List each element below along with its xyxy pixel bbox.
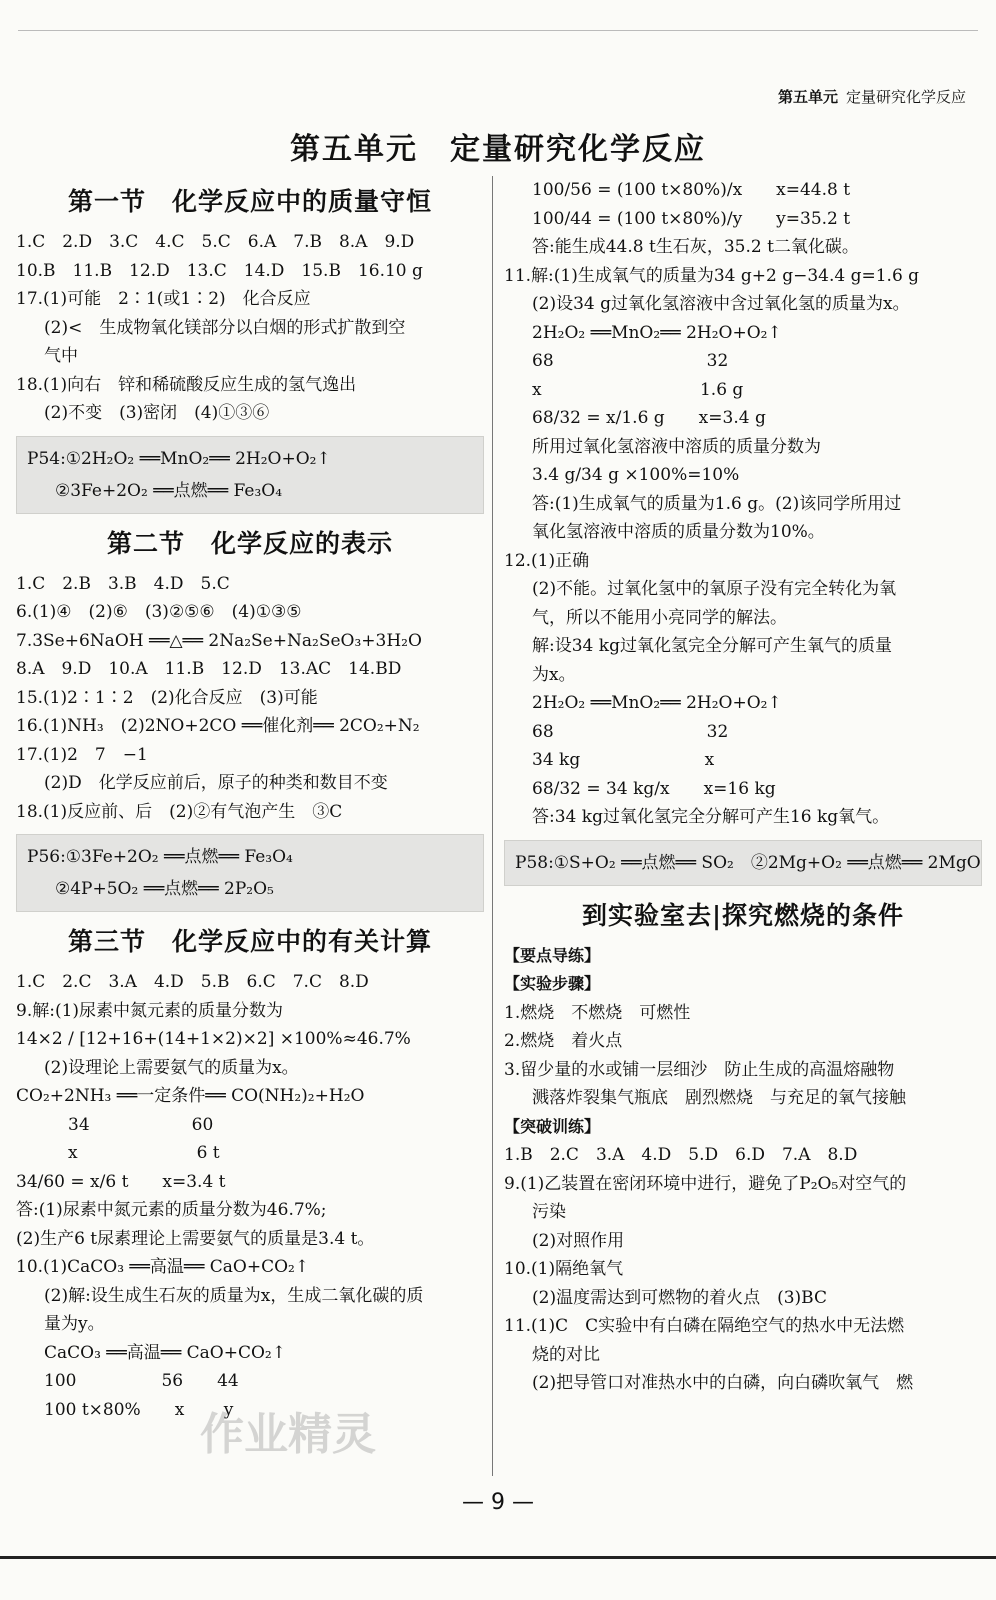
answer-line: 15.(1)2∶1∶2 (2)化合反应 (3)可能 [16,687,318,708]
answer-line: 8.A 9.D 10.A 11.B 12.D 13.AC 14.BD [16,659,402,679]
supplement-line: P54:①2H₂O₂ ══MnO₂══ 2H₂O+O₂↑ [27,448,331,469]
answer-line: 1.C 2.B 3.B 4.D 5.C [16,573,230,594]
answer-line: 68 32 [532,721,729,742]
answer-line: 16.(1)NH₃ (2)2NO+2CO ══催化剂══ 2CO₂+N₂ [16,716,420,736]
answer-line: 溅落炸裂集气瓶底 剧烈燃烧 与充足的氧气接触 [532,1088,906,1108]
answer-line: 答:能生成44.8 t生石灰，35.2 t二氧化碳。 [532,237,859,257]
section-title: 第一节 化学反应中的质量守恒 [67,187,432,216]
supplement-line: P58:①S+O₂ ══点燃══ SO₂ ②2Mg+O₂ ══点燃══ 2MgO [515,852,981,873]
answer-line: 100 t×80% x y [44,1399,234,1420]
answer-line: 1.C 2.C 3.A 4.D 5.B 6.C 7.C 8.D [16,972,369,992]
supplement-box [16,436,484,514]
answer-line: 3.4 g/34 g ×100%=10% [532,465,740,485]
answer-line: 9.(1)乙装置在密闭环境中进行，避免了P₂O₅对空气的 [504,1173,907,1194]
supplement-box [504,840,982,886]
answer-line: (2)解:设生成生石灰的质量为x，生成二氧化碳的质 [44,1285,424,1306]
answer-line: 1.C 2.D 3.C 4.C 5.C 6.A 7.B 8.A 9.D [16,232,415,252]
right-column [504,176,982,1398]
supplement-line: ②3Fe+2O₂ ══点燃══ Fe₃O₄ [55,480,283,501]
answer-line: 答:(1)生成氧气的质量为1.6 g。(2)该同学所用过 [532,493,902,514]
answer-line: CaCO₃ ══高温══ CaO+CO₂↑ [44,1342,286,1363]
answer-line: (2)生产6 t尿素理论上需要氨气的质量是3.4 t。 [16,1228,375,1249]
answer-line: (2)温度需达到可燃物的着火点 (3)BC [532,1287,827,1308]
left-column [16,176,484,1424]
answer-line: 17.(1)2 7 −1 [16,744,148,765]
running-head-topic: 定量研究化学反应 [845,88,966,106]
answer-line: 答:(1)尿素中氮元素的质量分数为46.7%; [16,1200,327,1220]
answer-line: 12.(1)正确 [504,550,590,571]
answer-line: 所用过氧化氢溶液中溶质的质量分数为 [532,436,821,457]
section-title: 第二节 化学反应的表示 [106,528,393,558]
answer-line: 污染 [532,1202,566,1222]
column-divider [492,176,493,1476]
answer-line: (2)设理论上需要氨气的质量为x。 [44,1057,299,1078]
answer-line: 1.燃烧 不燃烧 可燃性 [504,1002,691,1023]
answer-line: 11.解:(1)生成氧气的质量为34 g+2 g−34.4 g=1.6 g [504,265,920,286]
subsection-label: 【实验步骤】 [504,974,601,993]
section-title: 到实验室去|探究燃烧的条件 [581,900,905,930]
answer-line: 100/56 = (100 t×80%)/x x=44.8 t [532,180,851,200]
answer-line: 34 60 [68,1114,214,1135]
running-head [778,86,966,107]
answer-line: x 1.6 g [532,379,744,400]
unit-title: 第五单元 定量研究化学反应 [290,132,706,167]
answer-line: 17.(1)可能 2∶1(或1∶2) 化合反应 [16,289,311,309]
answer-line: 100/44 = (100 t×80%)/y y=35.2 t [532,208,851,229]
answer-line: 2.燃烧 着火点 [504,1031,623,1051]
supplement-box [16,834,484,912]
answer-line: 3.留少量的水或铺一层细沙 防止生成的高温熔融物 [504,1059,895,1080]
answer-line: (2)不能。过氧化氢中的氧原子没有完全转化为氧 [532,579,897,599]
answer-line: (2)D 化学反应前后，原子的种类和数目不变 [44,773,388,793]
answer-line: 34 kg x [532,750,715,770]
answer-line: 量为y。 [44,1314,105,1334]
answer-line: 1.B 2.C 3.A 4.D 5.D 6.D 7.A 8.D [504,1145,858,1165]
answer-line: 10.(1)隔绝氧气 [504,1259,624,1279]
answer-line: (2)< 生成物氧化镁部分以白烟的形式扩散到空 [44,317,406,338]
answer-line: 11.(1)C C实验中有白磷在隔绝空气的热水中无法燃 [504,1316,905,1336]
top-rule [18,30,978,31]
answer-line: 18.(1)反应前、后 (2)②有气泡产生 ③C [16,801,343,822]
answer-line: 解:设34 kg过氧化氢完全分解可产生氧气的质量 [532,636,892,656]
running-head-unit: 第五单元 [777,88,838,106]
answer-line: 68/32 = x/1.6 g x=3.4 g [532,408,766,428]
answer-line: 烧的对比 [532,1344,600,1365]
answer-line: 气，所以不能用小亮同学的解法。 [532,607,787,628]
answer-line: 2H₂O₂ ══MnO₂══ 2H₂O+O₂↑ [532,322,782,343]
answer-line: 18.(1)向右 锌和稀硫酸反应生成的氢气逸出 [16,374,357,395]
answer-line: 68/32 = 34 kg/x x=16 kg [532,778,776,799]
supplement-line: P56:①3Fe+2O₂ ══点燃══ Fe₃O₄ [27,847,293,867]
answer-line: 14×2 / [12+16+(14+1×2)×2] ×100%≈46.7% [16,1029,411,1049]
answer-line: x 6 t [68,1143,220,1163]
answer-line: CO₂+2NH₃ ══一定条件══ CO(NH₂)₂+H₂O [16,1086,365,1106]
answer-line: (2)把导管口对准热水中的白磷，向白磷吹氧气 燃 [532,1373,914,1393]
subsection-label: 【突破训练】 [504,1116,601,1136]
answer-line: 10.(1)CaCO₃ ══高温══ CaO+CO₂↑ [16,1257,310,1277]
answer-line: 为x。 [532,664,576,685]
answer-line: 气中 [44,346,78,366]
answer-line: 6.(1)④ (2)⑥ (3)②⑤⑥ (4)①③⑤ [16,602,302,622]
answer-line: 100 56 44 [44,1371,239,1391]
answer-line: 7.3Se+6NaOH ══△══ 2Na₂Se+Na₂SeO₃+3H₂O [16,630,422,651]
answer-line: 氧化氢溶液中溶质的质量分数为10%。 [532,522,825,542]
answer-line: (2)不变 (3)密闭 (4)①③⑥ [44,403,270,423]
answer-line: 9.解:(1)尿素中氮元素的质量分数为 [16,1000,284,1021]
section-title: 第三节 化学反应中的有关计算 [67,927,432,956]
bottom-rule [0,1556,996,1559]
subsection-label: 【要点导练】 [504,945,601,965]
watermark: 作业精灵 [200,1409,376,1460]
supplement-line: ②4P+5O₂ ══点燃══ 2P₂O₅ [55,879,274,899]
page-number: — 9 — [462,1490,534,1515]
answer-line: (2)对照作用 [532,1230,625,1251]
answer-line: 答:34 kg过氧化氢完全分解可产生16 kg氧气。 [532,807,890,827]
answer-line: (2)设34 g过氧化氢溶液中含过氧化氢的质量为x。 [532,294,910,314]
answer-line: 2H₂O₂ ══MnO₂══ 2H₂O+O₂↑ [532,693,782,713]
answer-line: 10.B 11.B 12.D 13.C 14.D 15.B 16.10 g [16,260,423,281]
answer-line: 68 32 [532,351,729,371]
answer-line: 34/60 = x/6 t x=3.4 t [16,1171,226,1192]
